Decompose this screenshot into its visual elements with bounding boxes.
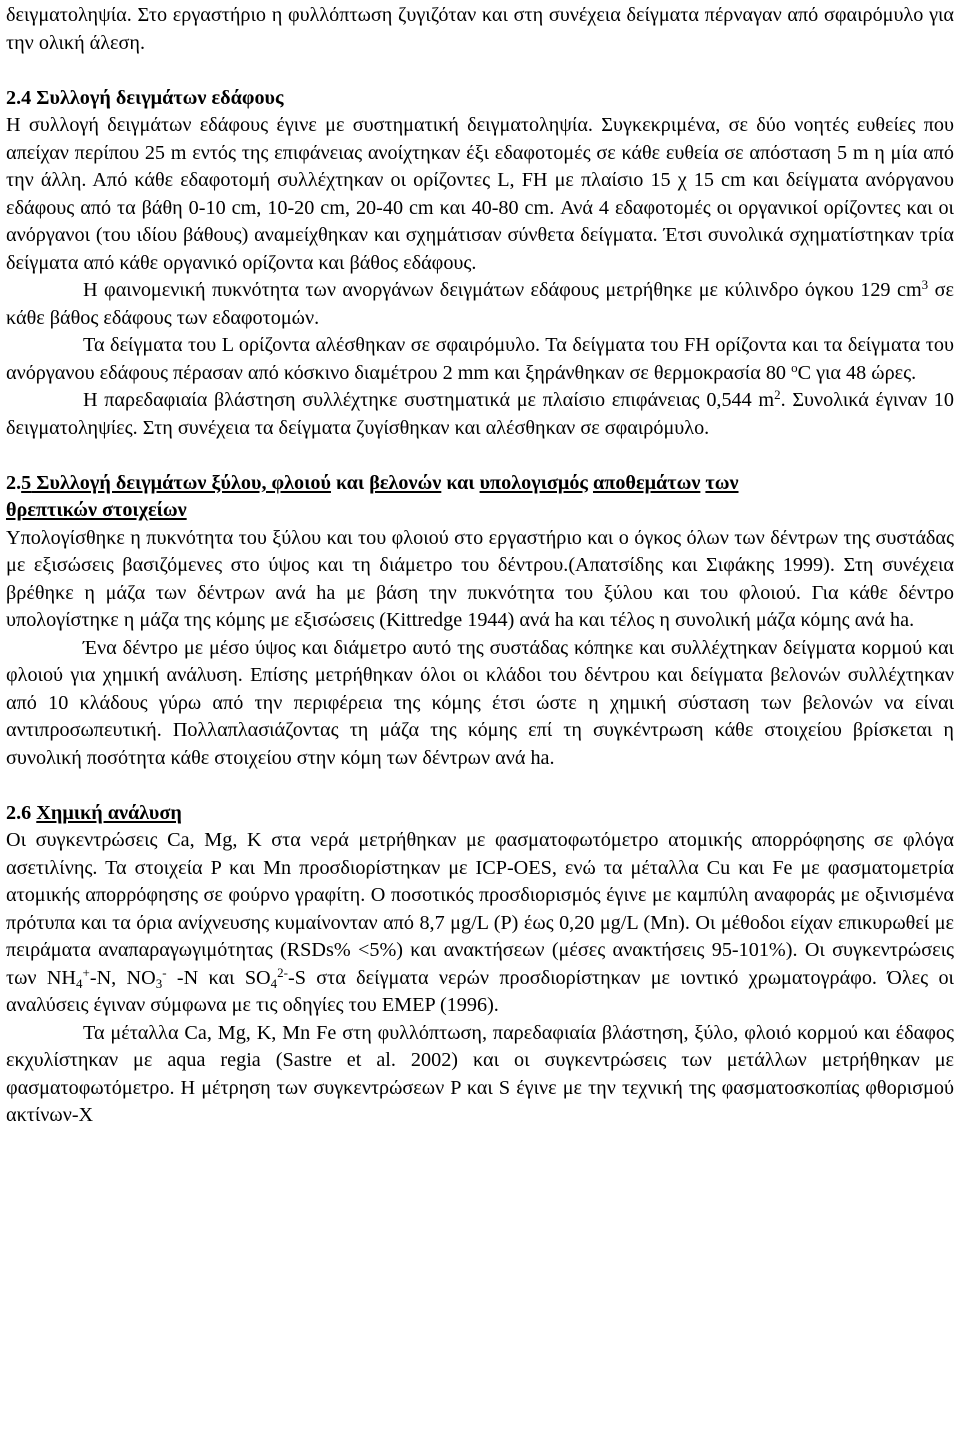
text-run: Η παρεδαφιαία βλάστηση συλλέχτηκε συστηματικά με πλαίσιο επιφάνειας 0,544 m [83, 389, 775, 411]
text-run: Η φαινομενική πυκνότητα των ανοργάνων δειγμάτων εδάφους μετρήθηκε με κύλινδρο όγκου 129 cm [83, 279, 922, 301]
heading-number: 2.6 [6, 801, 32, 824]
paragraph-soil-sampling [6, 112, 954, 277]
paragraph-text: Τα μέταλλα Ca, Mg, K, Mn Fe στη φυλλόπτωση, παρεδαφιαία βλάστηση, ξύλο, φλοιό κορμού και έδαφος εκχυλίστηκαν με aqua regia (Sastre et al. 2002) και οι συγκεντρώσεις των μετάλλων μετρήθηκαν με φασματοφωτόμετρο. Η μέτρηση των συγκεντρώσεων P και S έγινε με την τεχνική της φασματοσκοπίας φθορισμού ακτίνων-X [6, 1021, 954, 1126]
heading-number: 2. [6, 471, 22, 494]
heading-text: βελονών [369, 471, 442, 494]
superscript: 2- [277, 964, 288, 980]
superscript: 3 [921, 277, 929, 292]
paragraph-bulk-density [6, 277, 954, 332]
paragraph-tree-sampling [6, 635, 954, 773]
superscript: o [791, 359, 798, 375]
heading-number: 2.4 [6, 86, 32, 109]
paragraph-previous-section-tail [6, 2, 954, 57]
heading-text: και [330, 471, 370, 494]
text-run: -S στα δείγματα νερών προσδιορίστηκαν με ιοντικό χρωματογράφο. Όλες οι αναλύσεις έγιναν σύμφωνα με τις οδηγίες του EMEP (1996). [6, 966, 954, 1016]
section-heading-2-4 [6, 85, 954, 113]
text-run: -N και SO [166, 966, 271, 989]
paragraph-text: Η συλλογή δειγμάτων εδάφους έγινε με συστηματική δειγματοληψία. Συγκεκριμένα, σε δύο νοητές ευθείες που απείχαν περίπου 25 m εντός της επιφάνειας ανοίχτηκαν έξι εδαφοτομές σε κάθε ευθεία σε απόσταση 5 m η μία από την άλλη. Από κάθε εδαφοτομή συλλέχτηκαν οι ορίζοντες L, FH με πλαίσιο 15 χ 15 cm και δείγματα ανόργανου εδάφους από τα βάθη 0-10 cm, 10-20 cm, 20-40 cm και 40-80 cm. Ανά 4 εδαφοτομές οι οργανικοί ορίζοντες και οι ανόργανοι (του ιδίου βάθους) αναμείχθηκαν και σχημάτισαν σύνθετα δείγματα. Έτσι συνολικά σχηματίστηκαν τρία δείγματα από κάθε οργανικό ορίζοντα και βάθος εδάφους. [6, 114, 954, 274]
text-run: Τα δείγματα του L ορίζοντα αλέσθηκαν σε σφαιρόμυλο. Τα δείγματα του FH ορίζοντα και τα δείγματα του ανόργανου εδάφους πέρασαν από κόσκινο διαμέτρου 2 mm και ξηράνθηκαν σε θερμοκρασία 80 [6, 334, 954, 384]
subscript: 4 [270, 975, 278, 991]
superscript: - [162, 964, 167, 980]
heading-text: και [441, 471, 480, 494]
section-heading-2-6 [6, 800, 954, 828]
subscript: 4 [76, 975, 83, 991]
text-run: Οι συγκεντρώσεις Ca, Mg, K στα νερά μετρήθηκαν με φασματοφωτόμετρο ατομικής απορρόφησης σε φλόγα ασετιλίνης. Τα στοιχεία P και Mn προσδιορίστηκαν με ICP-OES, ενώ τα μέταλλα Cu και Fe με φασματομετρία ατομικής απορρόφησης σε φούρνο γραφίτη. Ο ποσοτικός προσδιορισμός έγινε με καμπύλη αναφοράς με οξινισμένα πρότυπα και τα όρια ανίχνευσης κυμαίνονταν από 8,7 μg/L (P) έως 0,20 μg/L (Mn). Οι μέθοδοι είχαν επικυρωθεί με πειράματα αναπαραγωγιμότητας (RSDs% <5%) και ανακτήσεων (μέσες ανακτήσεις 95-101%). Οι συγκεντρώσεις των NH [6, 829, 954, 989]
document-page [6, 2, 954, 1130]
text-run: σε κάθε βάθος εδάφους των εδαφοτομών. [6, 279, 954, 329]
superscript: 2 [774, 387, 781, 402]
heading-text: αποθεμάτων [593, 471, 701, 494]
spacer [6, 772, 954, 800]
paragraph-text: Υπολογίσθηκε η πυκνότητα του ξύλου και του φλοιού στο εργαστήριο και ο όγκος όλων των δέντρων της συστάδας με εξισώσεις βασιζόμενες στο ύψος και τη διάμετρο του δέντρου.(Απατσίδης και Σιφάκης 1999). Στη συνέχεια βρέθηκε η μάζα των δέντρων ανά ha με βάση την πυκνότητα του ξύλου και του φλοιού. Για κάθε δέντρο υπολογίστηκε η μάζα της κόμης με εξισώσεις (Kittredge 1944) ανά ha και τέλος η συνολική μάζα κόμης ανά ha. [6, 526, 954, 631]
paragraph-text: Ένα δέντρο με μέσο ύψος και διάμετρο αυτό της συστάδας κόπηκε και συλλέχτηκαν δείγματα κορμού και φλοιού για χημική ανάλυση. Επίσης μετρήθηκαν όλοι οι κλάδοι του δέντρου και δείγματα βελονών συλλέχτηκαν από 10 κλάδους γύρω από την περιφέρεια της κόμης έτσι ώστε η χημική σύσταση των βελονών να είναι αντιπροσωπευτική. Πολλαπλασιάζοντας τη μάζα της κόμης επί τη συγκέντρωση κάθε στοιχείου βρίσκεται η συνολική ποσότητα κάθε στοιχείου στην κόμη των δέντρων ανά ha. [6, 636, 954, 769]
paragraph-sample-preparation [6, 332, 954, 387]
text-run: . Συνολικά έγιναν 10 δειγματοληψίες. Στη συνέχεια τα δείγματα ζυγίσθηκαν και αλέσθηκαν σε σφαιρόμυλο. [6, 389, 954, 439]
heading-text: υπολογισμός [479, 471, 588, 494]
subscript: 3 [155, 975, 163, 991]
paragraph-wood-density [6, 525, 954, 635]
paragraph-understory-vegetation [6, 387, 954, 442]
text-run: C για 48 ώρες. [797, 361, 917, 384]
paragraph-chemical-analysis [6, 827, 954, 1020]
paragraph-metal-extraction [6, 1020, 954, 1130]
heading-number-underlined: 5 [21, 471, 32, 494]
spacer [6, 442, 954, 470]
superscript: + [82, 964, 90, 980]
heading-text: Συλλογή δειγμάτων εδάφους [36, 86, 284, 109]
heading-text: Χημική ανάλυση [36, 801, 182, 824]
paragraph-text: δειγματοληψία. Στο εργαστήριο η φυλλόπτωση ζυγιζόταν και στη συνέχεια δείγματα πέρναγαν από σφαιρόμυλο για την ολική άλεση. [6, 4, 954, 54]
section-heading-2-5 [6, 470, 954, 525]
heading-text-line-2: θρεπτικών στοιχείων [6, 499, 187, 521]
heading-text: Συλλογή δειγμάτων ξύλου, φλοιού [31, 471, 331, 494]
text-run: -N, NO [89, 966, 156, 989]
heading-text: των [705, 471, 739, 494]
spacer [6, 57, 954, 85]
